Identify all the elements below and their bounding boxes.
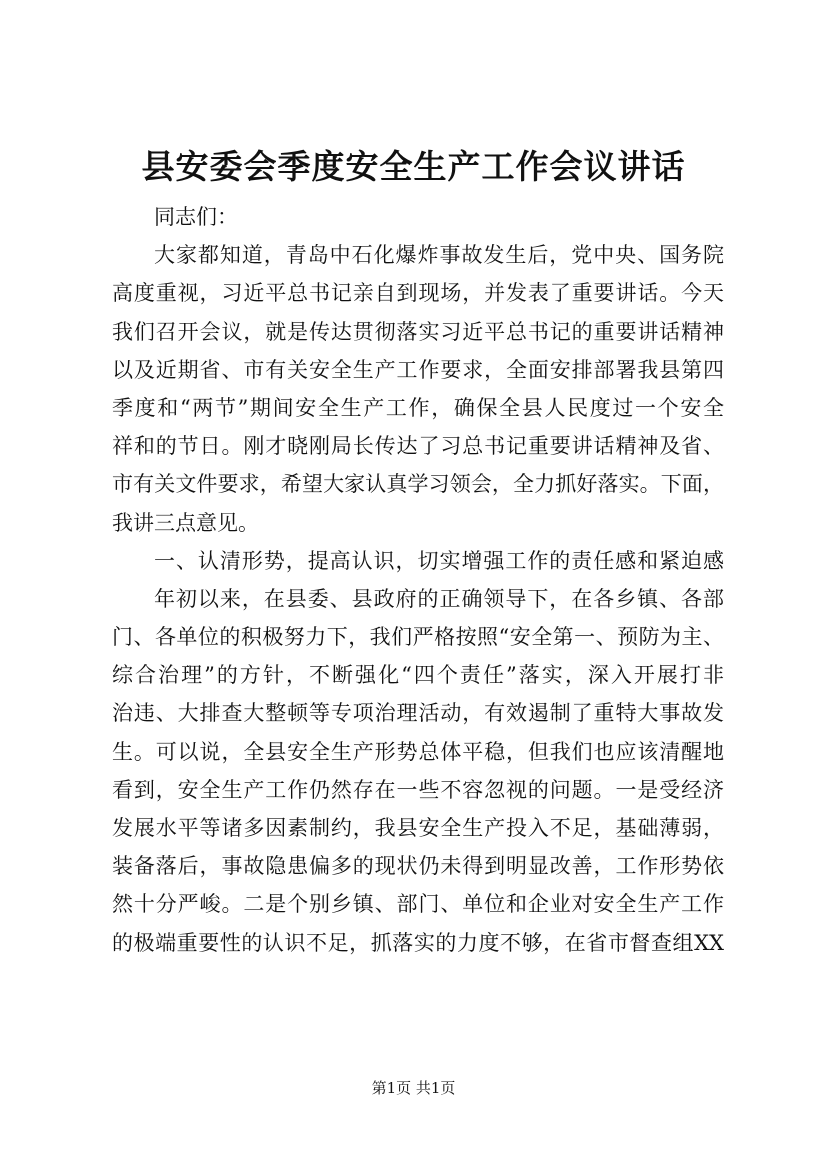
document-title: 县安委会季度安全生产工作会议讲话 — [141, 147, 686, 186]
body-line: 大家都知道，青岛中石化爆炸事故发生后，党中央、国务院 — [154, 243, 724, 268]
body-line: 我们召开会议，就是传达贯彻落实习近平总书记的重要讲话精神 — [112, 319, 724, 344]
body-line: 高度重视，习近平总书记亲自到现场，并发表了重要讲话。今天 — [112, 281, 724, 306]
body-line: 发展水平等诸多因素制约，我县安全生产投入不足，基础薄弱， — [112, 816, 724, 840]
body-line: 治违、大排查大整顿等专项治理活动，有效遏制了重特大事故发 — [112, 701, 724, 726]
body-line: 装备落后，事故隐患偏多的现状仍未得到明显改善，工作形势依 — [112, 854, 724, 879]
document-body — [112, 198, 724, 962]
salutation-line: 同志们： — [154, 205, 238, 229]
body-line: 的极端重要性的认识不足，抓落实的力度不够，在省市督查组XX — [112, 930, 724, 955]
body-line: 市有关文件要求，希望大家认真学习领会，全力抓好落实。下面， — [112, 472, 724, 497]
body-line: 季度和“两节”期间安全生产工作，确保全县人民度过一个安全 — [112, 395, 724, 420]
section-heading: 一、认清形势，提高认识，切实增强工作的责任感和紧迫感 — [154, 548, 724, 573]
body-line: 我讲三点意见。 — [112, 510, 259, 535]
page-number-footer: 第1页 共1页 — [371, 1079, 456, 1097]
body-line: 以及近期省、市有关安全生产工作要求，全面安排部署我县第四 — [112, 357, 724, 382]
body-line: 生。可以说，全县安全生产形势总体平稳，但我们也应该清醒地 — [112, 739, 724, 764]
body-line: 门、各单位的积极努力下，我们严格按照“安全第一、预防为主、 — [112, 625, 724, 650]
body-line: 看到，安全生产工作仍然存在一些不容忽视的问题。一是受经济 — [112, 777, 724, 802]
body-line: 然十分严峻。二是个别乡镇、部门、单位和企业对安全生产工作 — [112, 892, 724, 917]
body-line: 综合治理”的方针，不断强化“四个责任”落实，深入开展打非 — [112, 663, 724, 688]
body-line: 年初以来，在县委、县政府的正确领导下，在各乡镇、各部 — [154, 586, 724, 611]
body-line: 祥和的节日。刚才晓刚局长传达了习总书记重要讲话精神及省、 — [112, 434, 724, 459]
